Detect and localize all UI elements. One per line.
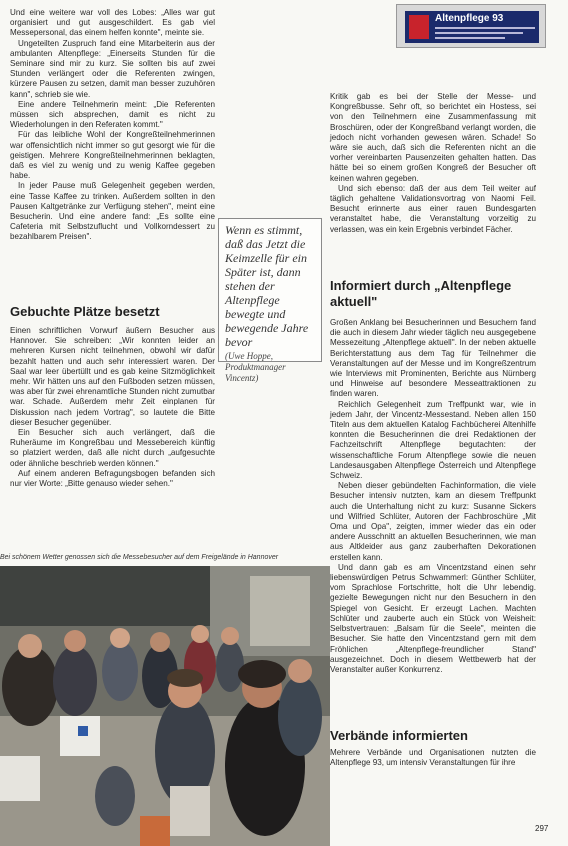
paragraph: In jeder Pause muß Gelegenheit gegeben werden, eine Tasse Kaffee zu trinken. Außerdem sollten in den Pausen Kaltgetränke zur Verfügung stehen", meint eine Besucherin. Und eine andere fand: „Es sollte eine Cafeteria mit Selbstzuflucht und Vollkorndessert zu bezahlbarem Preisen".: [10, 181, 215, 242]
right-column-bottom: [330, 748, 536, 768]
paragraph: Ein Besucher sich auch verlängert, daß die Ruheräume im Kongreßbau und Messebereich künftig so platziert werden, daß alle nicht durch „aufgesuchte oder ähnliche beschrieb werden können.": [10, 428, 215, 468]
crowd-photo: [0, 566, 330, 846]
paragraph: Und eine weitere war voll des Lobes: „Alles war gut organisiert und gut ausgeschildert. Es gab viel Messepersonal, das einem helfen konnte", meinte sie.: [10, 8, 215, 38]
right-column-mid: [330, 318, 536, 675]
quote-text: Wenn es stimmt, daß das Jetzt die Keimzelle für ein Später ist, dann stehen der Altenpflege bewegte und bewegende Jahre bevor: [225, 223, 309, 349]
paragraph: Mehrere Verbände und Organisationen nutzten die Altenpflege 93, um intensiv Veranstaltungen für ihre: [330, 748, 536, 768]
logo-line: [435, 27, 535, 29]
page-number: 297: [535, 824, 549, 833]
altenpflege-logo: [396, 4, 546, 48]
paragraph: Eine andere Teilnehmerin meint: „Die Referenten müssen sich absprechen, damit es nicht zu Wiederholungen in den Referaten kommt.": [10, 99, 215, 130]
paragraph: Und sich ebenso: daß der aus dem Teil weiter auf täglich gehaltene Validationsvortrag von Naomi Feil. Besucht erinnerte aus einer rauen Bundesgarten veranstaltet habe, die Veranstaltung vorzeitig zu verlassen, was ein kein Ergebnis verbindet Fächer.: [330, 183, 536, 234]
pull-quote: [218, 218, 322, 383]
right-column-top: [330, 92, 536, 235]
paragraph: Ungeteilten Zuspruch fand eine Mitarbeiterin aus der ambulanten Altenpflege: „Einerseits Stunden für die Seminare sind mir zu kurz. Sie sollten bis auf zwei Stunden verlängert oder die Referenten zwingen, kürzere Pausen zu setzen, damit man besser zuzuhören kann", schrieb sie wie.: [10, 38, 215, 99]
left-column-bottom: [10, 326, 215, 489]
logo-title: Altenpflege 93: [435, 13, 504, 24]
paragraph: Für das leibliche Wohl der Kongreßteilnehmerinnen war offensichtlich nicht immer so gut gesorgt wie für die geistigen. Mehrere Kongreßteilnehmerinnen beklagten, daß es viel zu wenig und zu wenig Kaffee gegeben habe.: [10, 130, 215, 181]
logo-badge: [405, 11, 539, 43]
logo-line: [435, 37, 505, 39]
quote-credit: (Uwe Hoppe, Produktmanager Vincentz): [225, 351, 286, 383]
paragraph: Neben dieser gebündelten Fachinformation, die viele Besucher intensiv nutzten, kam an diesem Treffpunkt auch die Unterhaltung nicht zu kurz: Susanne Sickers und Wilfried Schlüter, Autoren der Fachbroschüre „Mit Oma und Opa", zeigten, immer wieder das ein oder andere Ausschnitt an aktuellen Besucherinnen, wie man aus Altkleider aus ganz zauberhaften Dekorationen erstellen kann.: [330, 481, 536, 562]
crowd-photo-illustration: [0, 566, 330, 846]
logo-line: [435, 32, 523, 34]
photo-caption: Bei schönem Wetter genossen sich die Messebesucher auf dem Freigelände in Hannover: [0, 554, 279, 561]
left-column-top: [10, 8, 215, 243]
section-heading: Verbände informierten: [330, 728, 468, 743]
logo-stripe: [409, 15, 429, 39]
paragraph: Und dann gab es am Vincentzstand einen sehr liebenswürdigen Petrus Schwammerl: Günther Schlüter, vom Sprachlose Fortschritte, holt die Uhr lebendig. gezielte Bewegungen nicht nur den Besuchern in den Spiegel von Gesicht. Er erzeugt Lachen. Machten Schlüter und zauberte auch ein Stück von Weisheit: Selbstvertrauen: „Balsam für die Seele", meinten die Besucher. Sie hatte den Vincentzstand gern mit dem Fröhlichen „Altenpflege-freundlicher Stand" ausgezeichnet. Doch in diesem Wettbewerb hat der Veranstalter außer Konkurrenz.: [330, 562, 536, 674]
section-heading: Informiert durch „Altenpflege aktuell": [330, 278, 512, 309]
paragraph: Reichlich Gelegenheit zum Treffpunkt war, wie in jedem Jahr, der Vincentz-Messestand. Neben allen 150 Titeln aus dem aktuellen Katalog Fachbücherei Altenhilfe konnten die Besucherinnen die drei Redaktionen der Fachzeitschrift Altenpflege begutachten: der wissenschaftliche Forum Altenpflege sowie die neuen Landesausgaben Altenpflege Österreich und Altenpflege Schweiz.: [330, 399, 536, 481]
paragraph: Großen Anklang bei Besucherinnen und Besuchern fand die auch in diesem Jahr wieder täglich neu ausgegebene Messezeitung „Altenpflege aktuell". In der neben aktuelle Berichterstattung aus dem Tag für Teilnehmer die Veranstaltungen auf der Messe und im Kongreßzentrum wie Interviews mit Prominenten, Berichte aus Nürnberg und Hinweise auf besondere Messeattraktionen zu finden waren.: [330, 318, 536, 399]
section-heading: Gebuchte Plätze besetzt: [10, 304, 160, 319]
paragraph: Kritik gab es bei der Stelle der Messe- und Kongreßbusse. Sehr oft, so berichtet ein Hostess, sei von den Teilnehmern eine Zusammenfassung mit Broschüren, oder der Kongreßband verlangt worden, die jedoch nicht vorhanden gewesen wären. Schade! So wäre sie auch, daß sich die Referenten nicht an die vorher vereinbarten Pausenzeiten gehalten hatten. Das hätte bei so einem großen Kongreß der Besucher oft keinen wahren gegeben.: [330, 92, 536, 183]
paragraph: Auf einem anderen Befragungsbogen befanden sich nur vier Worte: „Bitte genauso wieder sehen.": [10, 468, 215, 489]
paragraph: Einen schriftlichen Vorwurf äußern Besucher aus Hannover. Sie schreiben: „Wir konnten leider an mehreren Kursen nicht teilnehmen, obwohl wir dafür bezahlt hatten und auch sehr interessiert waren. Der Saal war leer übertüllt und es gab keine Sitzmöglichkeit mehr. Wir hätten uns auf den Fußboden setzen müssen, was aber für zwei ehrenamtliche Stunden nicht zumutbar war. Schade. Außerdem mehr Zeit einplanen für Diskussion nach jedem Vortrag", so lautete die Bitte dieser Besucher gegenüber.: [10, 326, 215, 427]
